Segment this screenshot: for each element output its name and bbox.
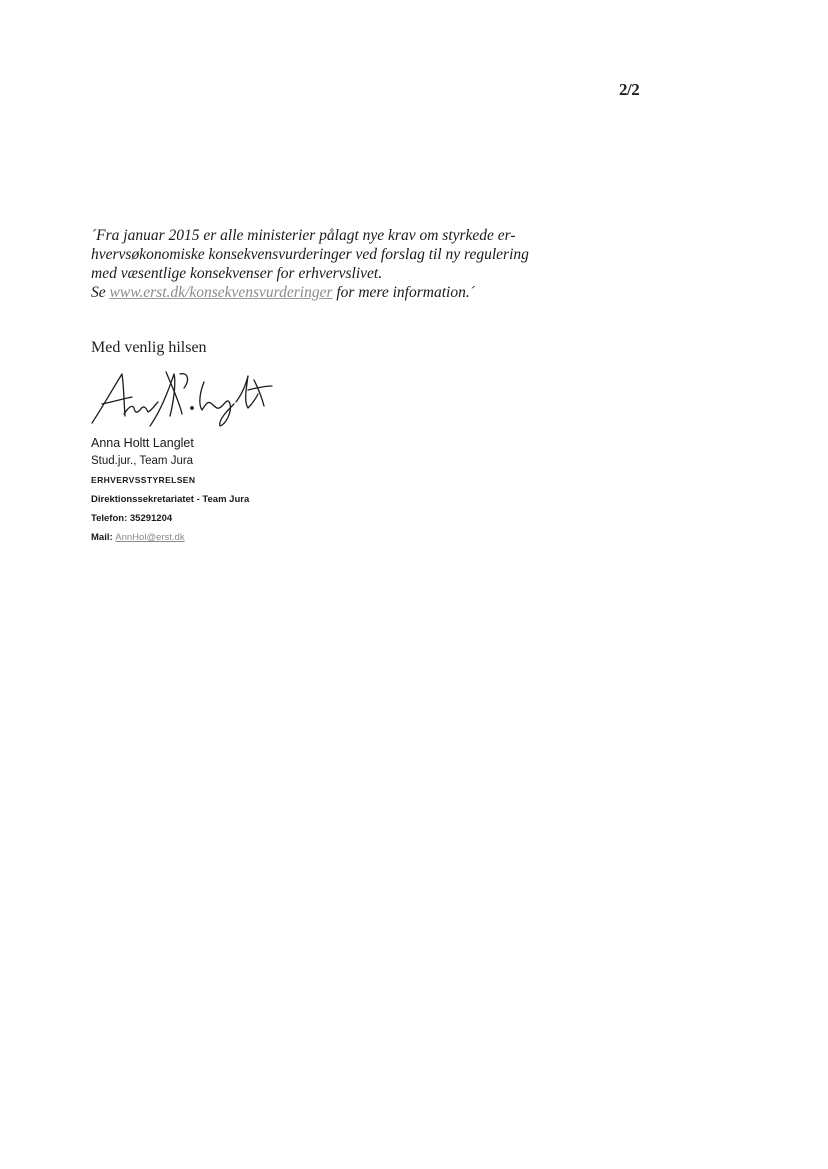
quote-line-4: [91, 283, 571, 302]
quote-paragraph: [91, 226, 571, 302]
signer-title: Stud.jur., Team Jura: [91, 455, 194, 467]
website-link[interactable]: www.erst.dk/konsekvensvurderinger: [109, 284, 333, 301]
quote-line-3: med væsentlige konsekvenser for erhvervslivet.: [91, 265, 383, 282]
quote-line-1: ´Fra januar 2015 er alle ministerier pålagt nye krav om styrkede er-: [91, 227, 516, 244]
handwritten-signature: [88, 368, 278, 430]
organization-name: ERHVERVSSTYRELSEN: [91, 475, 196, 485]
quote-line-2: hvervsøkonomiske konsekvensvurderinger ved forslag til ny regulering: [91, 246, 529, 263]
mail-label: Mail:: [91, 532, 116, 543]
signer-name: Anna Holtt Langlet: [91, 436, 194, 450]
page-number: 2/2: [619, 80, 640, 99]
closing-greeting: Med venlig hilsen: [91, 339, 207, 356]
quote-line-4-suffix: for mere information.´: [332, 284, 475, 301]
department-name: Direktionssekretariatet - Team Jura: [91, 494, 250, 505]
quote-line-4-prefix: Se: [91, 284, 110, 301]
phone-number: Telefon: 35291204: [91, 513, 173, 524]
mail-line: [91, 528, 249, 547]
signature-block: [91, 434, 249, 547]
email-link[interactable]: AnnHol@erst.dk: [115, 532, 185, 543]
